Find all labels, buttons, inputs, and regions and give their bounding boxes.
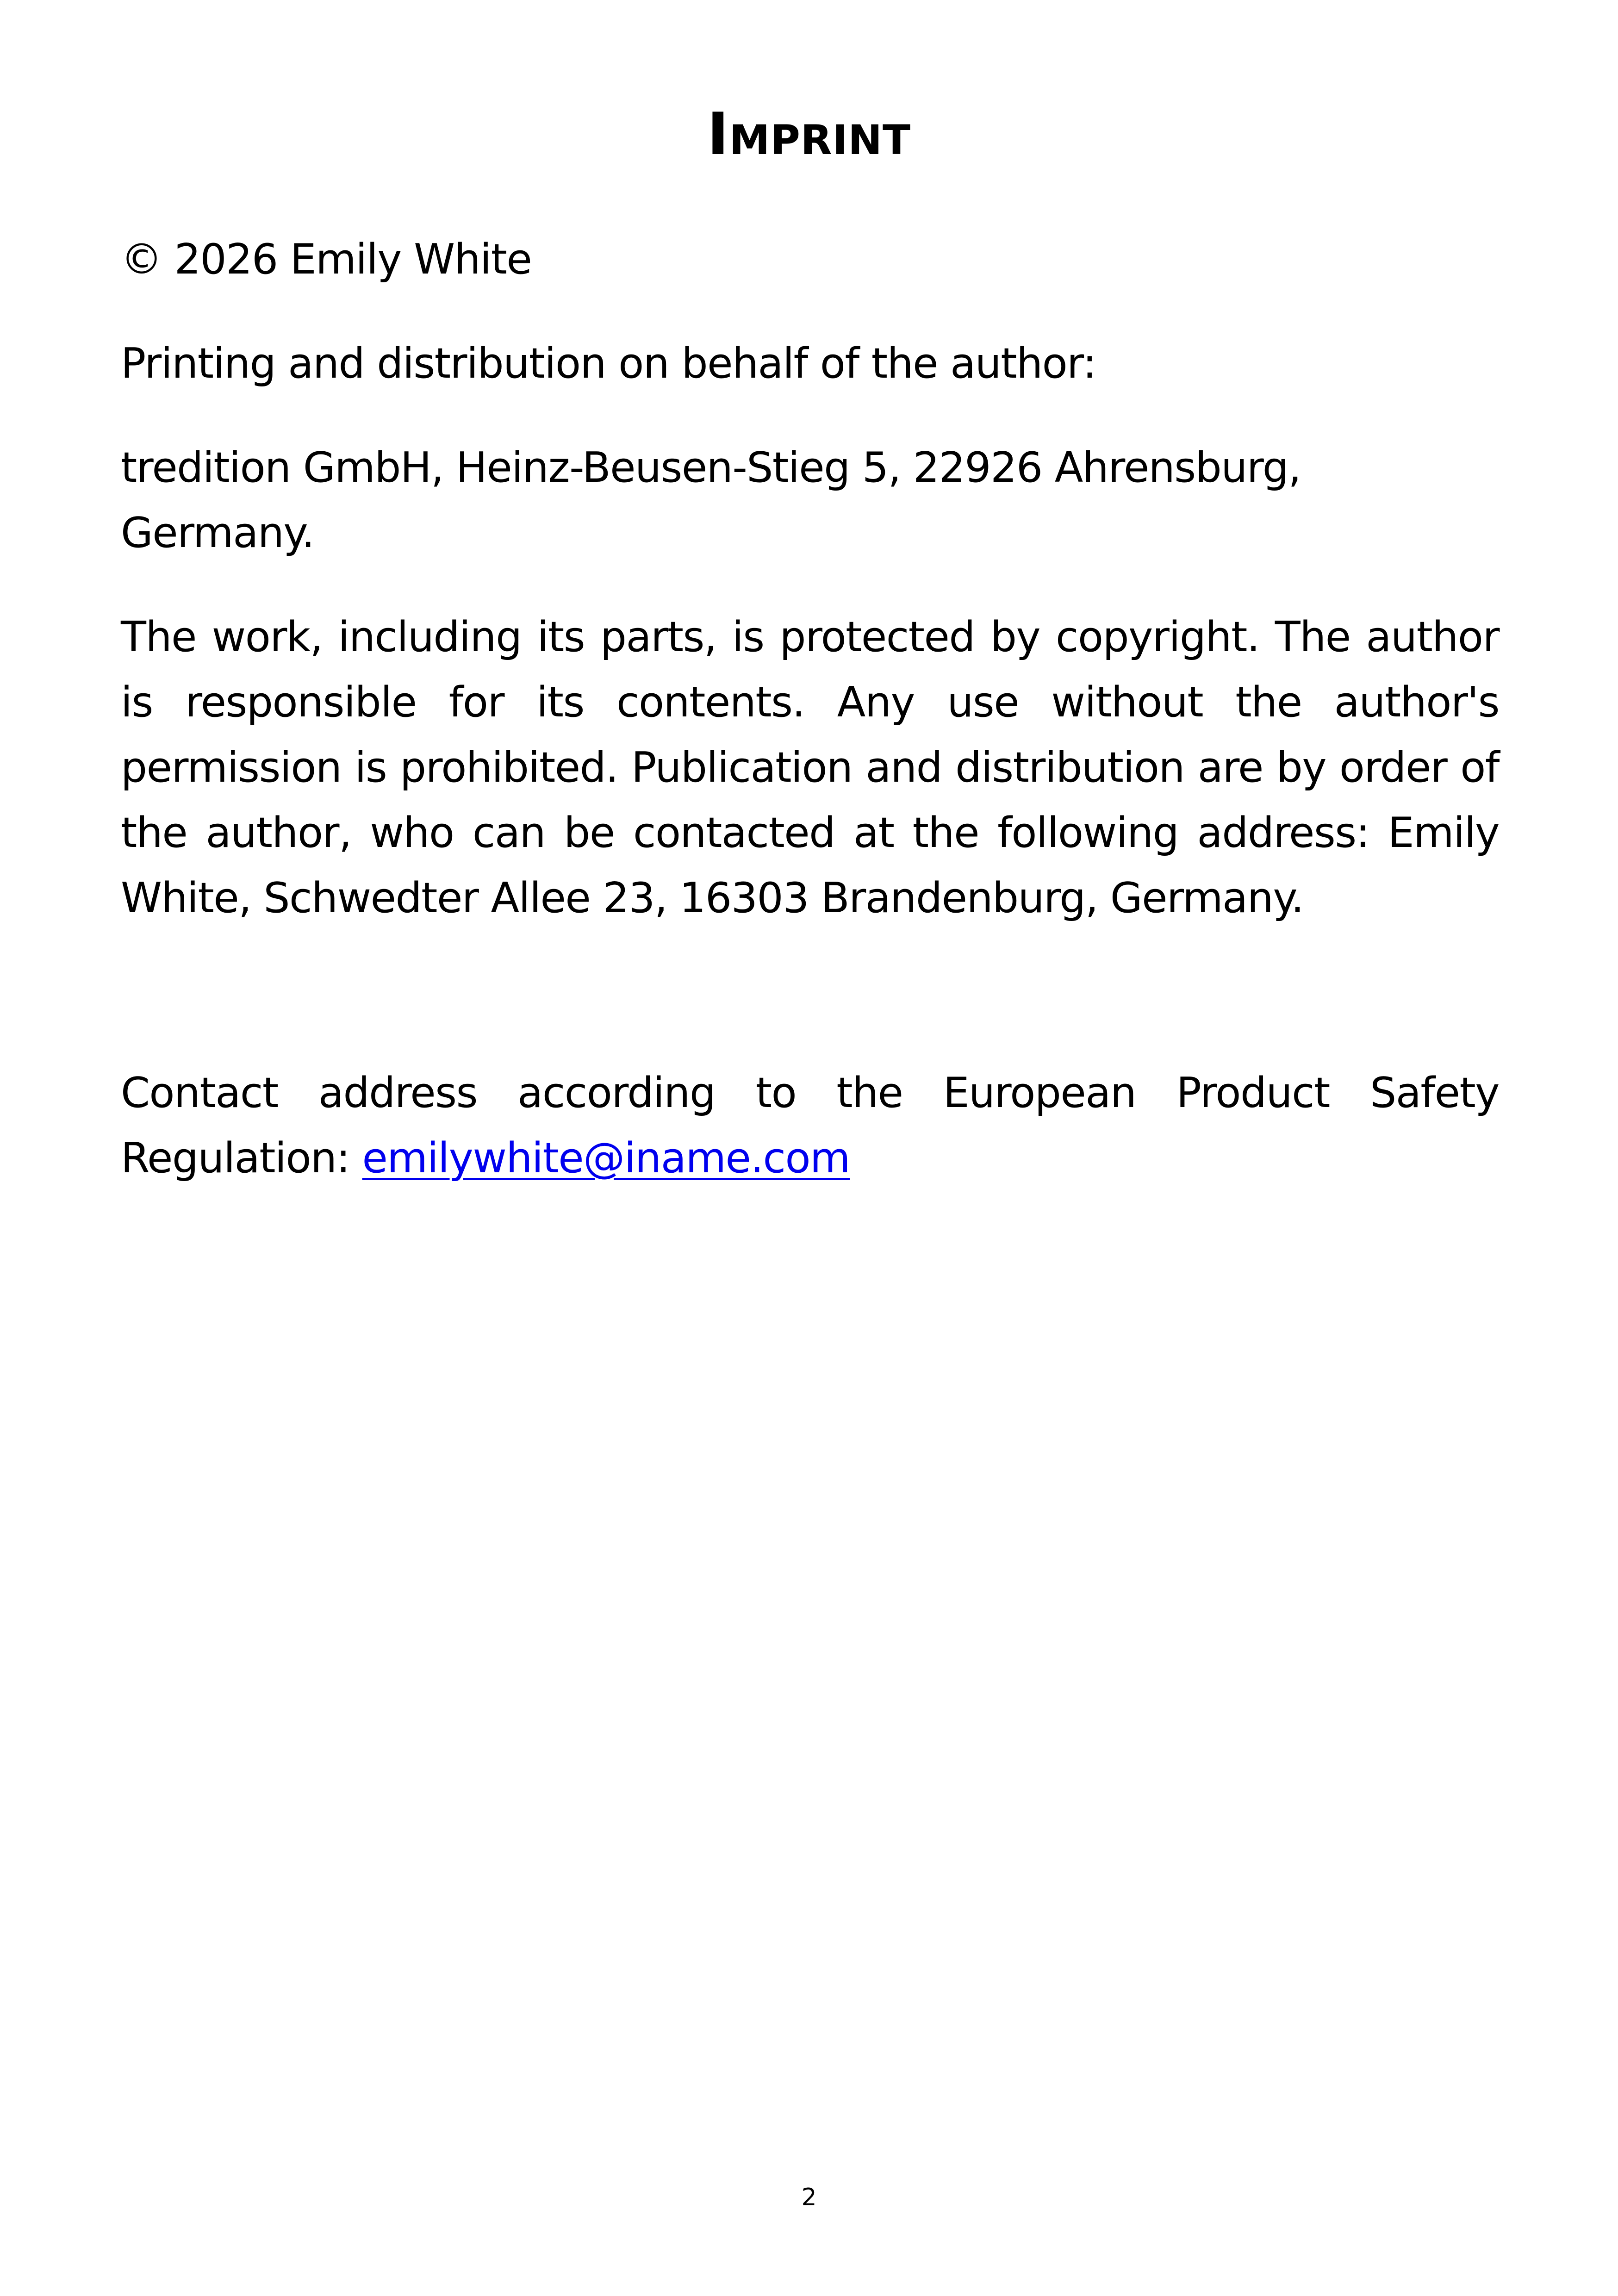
page-title: Imprint [707, 100, 911, 168]
printing-label: Printing and distribution on behalf of the author: [121, 339, 1096, 388]
imprint-body [121, 227, 1499, 1230]
copyright-notice: The work, including its parts, is protected by copyright. The author is responsible for its contents. Any use without the author's permission is prohibited. Publication and distribution are by order of the author, who can be contacted at the following address: Emily White, Schwedter Allee 23, 16303 Brandenburg, Germany. [121, 613, 1499, 922]
page-number: 2 [801, 2184, 817, 2211]
copyright-line: © 2026 Emily White [121, 235, 532, 284]
contact-label: Contact address according to the European Product Safety Regulation: [121, 1069, 1499, 1182]
contact-block [121, 1060, 1499, 1191]
contact-email-link[interactable]: emilywhite@iname.com [362, 1134, 850, 1182]
publisher-address: tredition GmbH, Heinz-Beusen-Stieg 5, 22926 Ahrensburg, Germany. [121, 443, 1301, 557]
